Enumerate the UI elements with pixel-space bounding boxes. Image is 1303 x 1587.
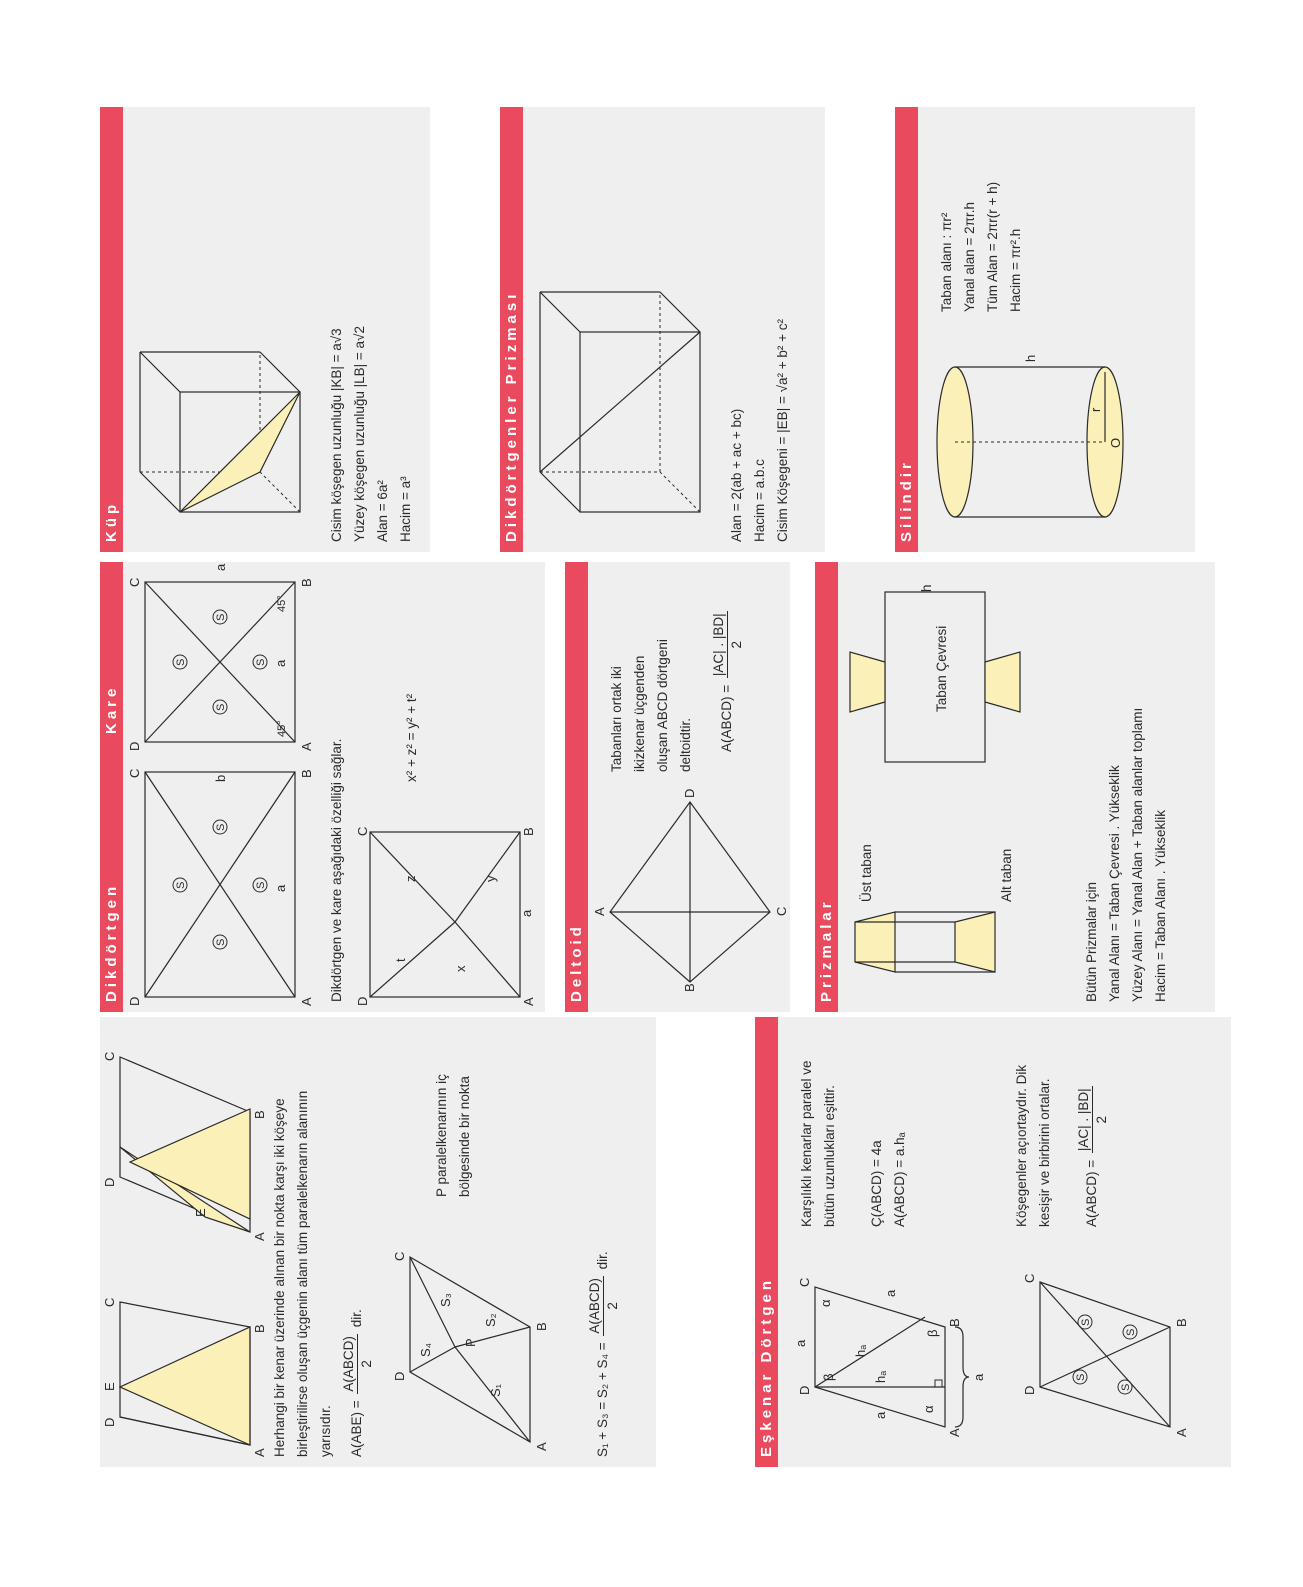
panel-silindir [895,107,1195,552]
numerator: |AC| . |BD| [1076,1088,1091,1152]
panel-dikprizma [500,107,825,552]
kare-figure [125,562,325,757]
label-ha: hₐ [873,1370,888,1383]
kup-line-3: Alan = 6a² [375,480,390,542]
label-C: C [355,826,370,836]
label-D: D [355,996,370,1006]
label-B: B [534,1322,549,1331]
label-B: B [682,983,697,992]
silindir-header: Silindir [895,107,918,552]
eskenar-text-4: kesişir ve birbirini ortalar. [1037,1078,1052,1227]
prizma-line-1: Bütün Prizmalar için [1084,881,1099,1002]
label-D: D [682,788,697,798]
panel-kup [100,107,430,552]
silindir-line-1: Taban alanı : πr² [939,212,954,312]
label-D: D [127,996,142,1006]
paralel-text-1: Herhangi bir kenar üzerinde alınan bir nokta karşı iki köşeye [272,1098,287,1457]
dikdortgen-note: Dikdörtgen ve kare aşağıdaki özelliği sağlar. [329,738,344,1002]
area-S: S [215,613,227,621]
label-x: x [453,965,468,972]
label-E: E [193,1208,208,1217]
box-figure [530,272,730,532]
label-A: A [252,1232,267,1241]
deltoid-text-3: oluşan ABCD dörtgeni [655,639,670,772]
panel-prizmalar [815,562,1215,1012]
prizma-line-4: Hacim = Taban Alanı . Yükseklik [1153,810,1168,1002]
label-C: C [127,768,142,778]
area-S: S [255,658,267,666]
deltoid-figure [590,782,790,1012]
formula-lhs: A(ABE) = [349,1400,365,1457]
label-A: A [947,1428,962,1437]
label-S1: S₁ [488,1383,503,1397]
label-E: E [102,1382,117,1391]
deltoid-text-1: Tabanları ortak iki [609,666,624,772]
label-alpha: α [921,1405,936,1413]
denominator: 2 [1094,1115,1109,1124]
parallelogram-figure-2 [100,1017,280,1257]
numerator: |AC| . |BD| [711,613,726,677]
prizmalar-header: Prizmalar [815,562,838,1012]
angle-45: 45° [276,595,288,612]
label-D: D [392,1371,407,1381]
label-B: B [947,1318,962,1327]
numerator: A(ABCD) [587,1278,602,1334]
label-a: a [273,659,288,667]
f3-fraction [1075,1086,1110,1153]
deltoid-formula [710,608,745,752]
area-S: S [215,938,227,946]
label-B: B [521,827,536,836]
area-S: S [215,703,227,711]
kup-header: Küp [100,107,123,552]
parallelogram-figure-3 [390,1227,570,1457]
label-C: C [1022,1273,1037,1283]
panel-eskenar [755,1017,1231,1467]
label-B: B [252,1324,267,1333]
label-t: t [393,958,408,962]
label-O: O [1108,437,1123,448]
kup-line-4: Hacim = a³ [398,476,413,542]
prizma-line-3: Yüzey Alanı = Yanal Alan + Taban alanlar toplamı [1130,707,1145,1002]
eskenar-text-1: Karşılıklı kenarlar paralel ve [799,1060,814,1227]
h-label: h [919,584,934,592]
paralel-formula [340,1309,375,1457]
eskenar-text-3: Köşegenler açıortaydır. Dik [1014,1064,1029,1227]
label-beta: β [925,1329,940,1337]
silindir-line-2: Yanal alan = 2πr.h [962,201,977,312]
area-S: S [175,881,187,889]
taban-cevresi-label: Taban Çevresi [934,625,949,712]
area-S: S [1075,1373,1087,1381]
denominator: 2 [605,1302,620,1310]
paralel-text-2: birleştirilirse oluşan üçgenin alanı tüm paralelkenarın alanının [295,1090,310,1457]
label-B: B [1174,1318,1189,1327]
dikprizma-line-1: Alan = 2(ab + ac + bc) [729,408,744,542]
f-lhs: A(ABCD) = [719,684,735,752]
label-S3: S₃ [438,1293,453,1307]
label-a: a [519,909,534,917]
label-b: b [213,774,228,782]
area-S: S [255,881,267,889]
label-S2: S₂ [483,1313,498,1327]
label-A: A [534,1442,549,1451]
label-D: D [797,1385,812,1395]
eskenar-header: Eşkenar Dörtgen [755,1017,778,1467]
label-A: A [521,997,536,1006]
f-fraction [710,611,745,678]
eskenar-text-2: bütün uzunlukları eşittir. [822,1085,837,1227]
sum-tail: dir. [595,1251,611,1270]
label-A: A [592,907,607,916]
label-B: B [299,578,314,587]
dikprizma-header: Dikdörtgenler Prizması [500,107,523,552]
label-C: C [392,1251,407,1261]
kare-title: Kare [103,684,120,734]
rectangle-point-figure [355,812,535,1012]
label-B: B [252,1110,267,1119]
p-text-2: bölgesinde bir nokta [457,1076,472,1197]
dikdortgen-title: Dikdörtgen [103,882,120,1002]
panel-paralelkenar [100,1017,656,1467]
label-ha: hₐ [853,1344,868,1357]
label-C: C [797,1277,812,1287]
sum-fraction [586,1276,621,1336]
area-S: S [1125,1328,1137,1336]
label-C: C [102,1051,117,1061]
label-A: A [252,1448,267,1457]
label-S4: S₄ [418,1343,433,1357]
sum-formula [586,1251,621,1457]
label-A: A [299,997,314,1006]
label-D: D [1022,1385,1037,1395]
silindir-line-4: Hacim = πr².h [1008,228,1023,312]
numerator: A(ABCD) [341,1336,356,1392]
eskenar-formula-3 [1075,1083,1110,1227]
label-D: D [127,741,142,751]
dikprizma-line-3: Cisim Köşegeni = |EB| = √a² + b² + c² [775,318,790,542]
angle-45: 45° [276,720,288,737]
area-S: S [1080,1318,1092,1326]
eskenar-formula-1: Ç(ABCD) = 4a [869,1140,884,1227]
silindir-line-3: Tüm Alan = 2πr(r + h) [985,181,1000,312]
area-S: S [215,823,227,831]
label-a: a [273,884,288,892]
ust-taban-label: Üst taban [859,844,874,902]
label-D: D [102,1417,117,1427]
label-a: a [793,1339,808,1347]
denominator: 2 [729,640,744,649]
p-text-1: P paralelkenarının iç [434,1074,449,1197]
kup-line-1: Cisim köşegen uzunluğu |KB| = a√3 [329,328,344,542]
label-a-bottom: a [971,1373,986,1381]
kup-line-2: Yüzey köşegen uzunluğu |LB| = a√2 [352,326,367,542]
label-P: P [463,1338,478,1347]
rhombus-figure-2 [1000,1257,1200,1447]
label-z: z [403,875,418,882]
cylinder-figure [935,322,1135,522]
label-a: a [213,563,228,571]
label-C: C [127,577,142,587]
deltoid-text-4: deltoidtir. [678,717,693,772]
label-alpha: α [818,1299,833,1307]
label-D: D [102,1177,117,1187]
label-y: y [483,875,498,882]
label-A: A [299,742,314,751]
deltoid-text-2: ikizkenar üçgenden [632,655,647,772]
xyzt-formula: x² + z² = y² + t² [404,693,419,782]
dikprizma-line-2: Hacim = a.b.c [752,459,767,542]
sum-lhs: S₁ + S₃ = S₂ + S₄ = [595,1342,611,1457]
f3-lhs: A(ABCD) = [1084,1159,1100,1227]
alt-taban-label: Alt taban [999,848,1014,902]
parallelogram-figure-1 [100,1287,280,1467]
label-a: a [873,1411,888,1419]
label-A: A [1174,1428,1189,1437]
area-S: S [175,658,187,666]
cube-figure [130,312,330,532]
rhombus-figure-1 [785,1267,986,1447]
label-C: C [102,1297,117,1307]
label-r: r [1088,407,1103,412]
prizma-line-2: Yanal Alanı = Taban Çevresi . Yükseklik [1107,765,1122,1002]
panel-deltoid [565,562,790,1012]
denominator: 2 [359,1360,374,1368]
formula-tail: dir. [349,1309,365,1328]
eskenar-formula-2: A(ABCD) = a.hₐ [892,1132,907,1227]
label-B: B [299,769,314,778]
prism-figure [845,812,1045,992]
label-beta: β [821,1373,836,1381]
label-a: a [883,1289,898,1297]
rectangle-figure [125,762,325,1012]
area-S: S [1120,1383,1132,1391]
label-C: C [774,906,789,916]
dikdortgen-header [100,562,123,1012]
formula-fraction [340,1334,375,1394]
deltoid-header: Deltoid [565,562,588,1012]
panel-dikdortgen-kare [100,562,545,1012]
paralel-text-3: yarısıdır. [318,1405,333,1457]
label-h: h [1023,354,1038,362]
